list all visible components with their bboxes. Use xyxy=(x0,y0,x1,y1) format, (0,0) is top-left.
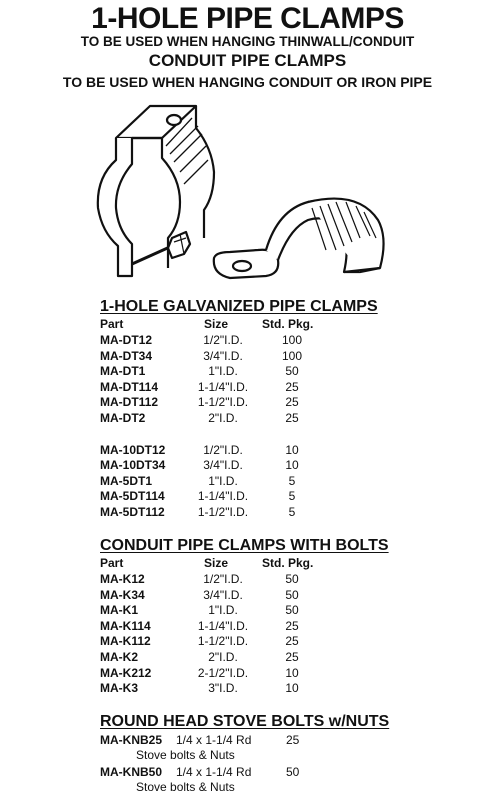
col-size-header: Size xyxy=(204,556,229,570)
part-number: MA-DT114 xyxy=(100,379,159,394)
one-hole-strap-illustration xyxy=(208,180,398,285)
part-number: MA-5DT112 xyxy=(100,505,165,519)
std-pkg: 5 xyxy=(288,473,296,488)
table-row xyxy=(100,572,480,587)
size: 3"I.D. xyxy=(208,681,238,696)
std-pkg: 10 xyxy=(285,665,299,680)
size: 1"I.D. xyxy=(208,364,238,379)
size: 1-1/4"I.D. xyxy=(197,379,249,394)
std-pkg: 5 xyxy=(288,505,296,519)
col-pkg-header: Std. Pkg. xyxy=(262,317,314,331)
part-number: MA-K2 xyxy=(100,650,138,664)
part-number: MA-10DT34 xyxy=(100,458,166,473)
table-row xyxy=(100,395,480,410)
size: 1/4 x 1-1/4 Rd xyxy=(176,733,252,747)
std-pkg: 50 xyxy=(286,765,300,779)
table-row xyxy=(100,634,480,649)
std-pkg: 25 xyxy=(285,618,299,633)
size: 2"I.D. xyxy=(208,650,238,664)
size: 1/2"I.D. xyxy=(203,333,243,347)
size: 2-1/2"I.D. xyxy=(197,665,249,680)
part-number: MA-KNB25 xyxy=(100,733,163,747)
std-pkg: 25 xyxy=(285,650,299,664)
table-row xyxy=(100,349,480,364)
size: 1/4 x 1-1/4 Rd xyxy=(176,765,252,779)
part-number: MA-K1 xyxy=(100,603,138,618)
page-title: 1-HOLE PIPE CLAMPS xyxy=(91,2,404,35)
std-pkg: 25 xyxy=(285,634,299,649)
std-pkg: 10 xyxy=(285,681,299,696)
section-title-conduit-clamps-bolts: CONDUIT PIPE CLAMPS WITH BOLTS xyxy=(100,537,389,554)
size: 3/4"I.D. xyxy=(203,348,243,363)
size: 1"I.D. xyxy=(208,603,238,618)
std-pkg: 25 xyxy=(285,379,299,394)
size: 2"I.D. xyxy=(208,411,238,425)
part-number: MA-DT12 xyxy=(100,333,153,347)
col-part-header: Part xyxy=(100,317,124,331)
table-row xyxy=(100,619,480,634)
table-row xyxy=(100,489,480,504)
part-number: MA-5DT114 xyxy=(100,489,165,504)
part-number: MA-K34 xyxy=(100,587,145,602)
part-number: MA-K3 xyxy=(100,681,138,696)
std-pkg: 50 xyxy=(285,364,299,379)
table-row xyxy=(100,666,480,681)
size: 3/4"I.D. xyxy=(203,458,243,473)
table-row xyxy=(100,333,480,348)
conduit-clamp-illustration xyxy=(88,98,228,288)
section-title-stove-bolts: ROUND HEAD STOVE BOLTS w/NUTS xyxy=(100,713,390,730)
part-number: MA-DT2 xyxy=(100,411,146,425)
std-pkg: 5 xyxy=(288,489,296,504)
part-number: MA-5DT1 xyxy=(100,473,153,488)
std-pkg: 50 xyxy=(285,587,299,602)
subtitle-iron-pipe: TO BE USED WHEN HANGING CONDUIT OR IRON PIPE xyxy=(62,74,433,90)
part-number: MA-10DT12 xyxy=(100,442,166,457)
subtitle-thinwall: TO BE USED WHEN HANGING THINWALL/CONDUIT xyxy=(80,34,415,49)
table-row xyxy=(100,681,480,696)
table-row xyxy=(100,474,480,489)
column-headers xyxy=(100,317,480,331)
std-pkg: 50 xyxy=(285,572,299,586)
item-description: Stove bolts & Nuts xyxy=(136,748,235,762)
size: 1/2"I.D. xyxy=(203,442,243,457)
std-pkg: 25 xyxy=(285,411,299,425)
table-row xyxy=(100,733,480,748)
size: 1-1/4"I.D. xyxy=(197,489,249,504)
item-description: Stove bolts & Nuts xyxy=(136,780,235,794)
table-row xyxy=(100,443,480,458)
col-pkg-header: Std. Pkg. xyxy=(262,556,314,570)
std-pkg: 50 xyxy=(285,603,299,618)
std-pkg: 100 xyxy=(281,348,303,363)
size: 1/2"I.D. xyxy=(203,572,243,586)
part-number: MA-K112 xyxy=(100,634,151,649)
table-row xyxy=(100,588,480,603)
col-size-header: Size xyxy=(204,317,229,331)
size: 1-1/2"I.D. xyxy=(197,634,249,649)
std-pkg: 100 xyxy=(281,333,303,347)
part-number: MA-K114 xyxy=(100,618,151,633)
size: 1-1/4"I.D. xyxy=(197,618,249,633)
table-row xyxy=(100,505,480,520)
std-pkg: 25 xyxy=(285,395,299,410)
std-pkg: 10 xyxy=(285,442,299,457)
size: 3/4"I.D. xyxy=(203,587,243,602)
table-row xyxy=(100,603,480,618)
std-pkg: 25 xyxy=(286,733,300,747)
part-number: MA-DT1 xyxy=(100,364,146,379)
col-part-header: Part xyxy=(100,556,124,570)
column-headers xyxy=(100,556,480,570)
table-row xyxy=(100,380,480,395)
part-number: MA-K12 xyxy=(100,572,145,586)
section-title-galvanized-clamps: 1-HOLE GALVANIZED PIPE CLAMPS xyxy=(100,298,378,315)
size: 1"I.D. xyxy=(208,473,238,488)
table-row xyxy=(100,458,480,473)
table-row xyxy=(100,364,480,379)
table-row xyxy=(100,411,480,426)
size: 1-1/2"I.D. xyxy=(197,505,249,519)
part-number: MA-K212 xyxy=(100,665,152,680)
table-row xyxy=(100,765,480,780)
subtitle-conduit-clamps: CONDUIT PIPE CLAMPS xyxy=(148,51,347,70)
part-number: MA-DT112 xyxy=(100,395,159,410)
size: 1-1/2"I.D. xyxy=(197,395,249,410)
std-pkg: 10 xyxy=(285,458,299,473)
part-number: MA-DT34 xyxy=(100,348,153,363)
table-row xyxy=(100,650,480,665)
part-number: MA-KNB50 xyxy=(100,765,163,779)
